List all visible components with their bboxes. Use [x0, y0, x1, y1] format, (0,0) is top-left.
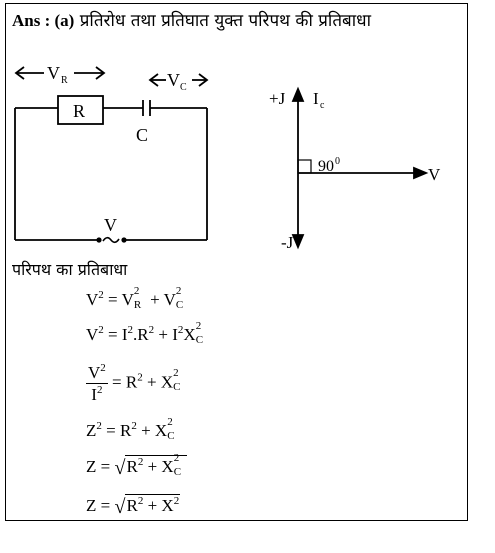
equation-2: $V^2 = I^2.R^2 + I^2X$ 2 C — [86, 320, 204, 346]
voltage-axis-label: V — [428, 165, 441, 184]
vc-sub: C — [180, 82, 187, 93]
plus-j-label: +J — [269, 89, 286, 108]
equation-5: $Z = √R^2 + X$ 2 C — [86, 455, 187, 480]
radical: $R^2 + X$ 2 C — [125, 455, 186, 477]
vr-label: V — [47, 63, 60, 83]
equation-4: $Z^2 = R^2 + X$ 2 C — [86, 416, 175, 442]
fraction: $\frac{V^2}{I^2}$ — [88, 362, 106, 404]
capacitor-label: C — [136, 125, 149, 145]
vc-label: V — [167, 70, 180, 90]
vr-arrow — [16, 67, 104, 79]
phasor-axes — [293, 89, 426, 247]
answer-label: Ans : (a) — [12, 11, 75, 30]
ac-source — [96, 237, 126, 242]
equation-1: $V^2 = V$ 2 R + V 2 C — [86, 285, 184, 311]
impedance-subtitle: परिपथ का प्रतिबाधा — [12, 260, 128, 279]
heading-text: प्रतिरोध तथा प्रतिघात युक्त परिपथ की प्रतिबाधा — [79, 11, 371, 31]
source-label: V — [104, 215, 117, 235]
circuit-and-phasor-diagram — [0, 0, 495, 260]
angle-sup: 0 — [335, 156, 340, 167]
radical: $R^2 + X^2$ — [126, 495, 180, 515]
current-label: I — [313, 89, 319, 108]
right-angle-marker — [298, 160, 311, 173]
equation-6: $Z = √R^2 + X^2$ — [86, 495, 180, 518]
minus-j-label: -J — [281, 233, 294, 252]
current-sub: c — [320, 100, 325, 111]
resistor-label: R — [73, 101, 86, 121]
capacitor — [143, 100, 150, 116]
vr-sub: R — [61, 75, 68, 86]
angle-label: 90 — [318, 158, 334, 175]
equation-3: $\frac{V^2}{I^2}$ = $R^2 + X$ 2 C — [88, 362, 181, 404]
